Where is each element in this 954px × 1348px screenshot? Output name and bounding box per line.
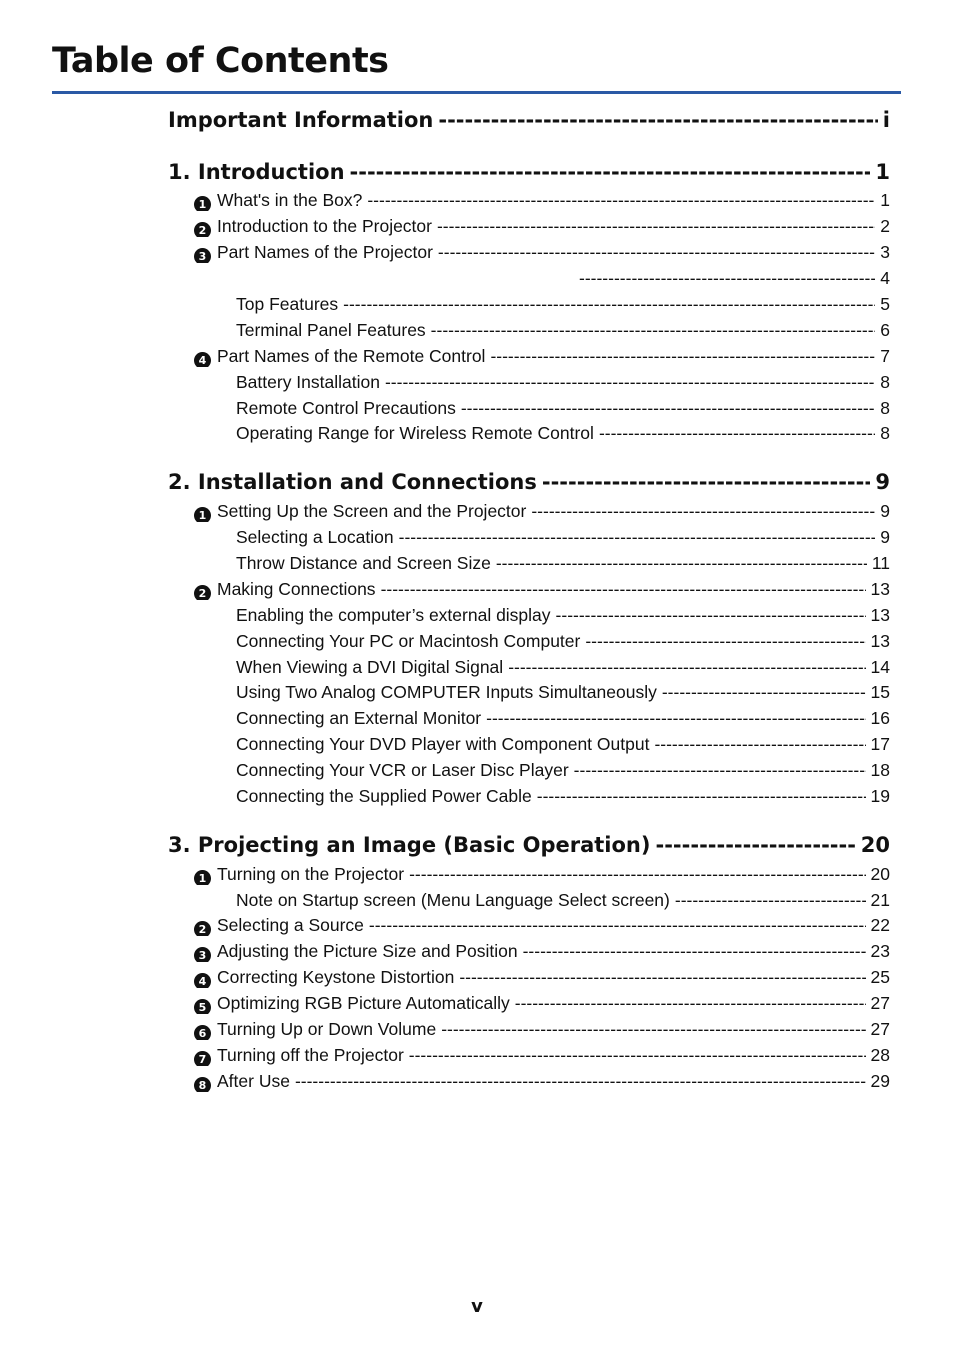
dot-leader (431, 320, 876, 340)
toc-subitem[interactable] (574, 268, 890, 288)
item-number-badge: 3 (194, 248, 211, 263)
dot-leader (367, 190, 875, 210)
toc-entry-label: Important Information (168, 108, 434, 132)
toc-entry-page: 27 (870, 993, 890, 1013)
dot-leader (350, 160, 871, 184)
toc-entry-page: 25 (870, 967, 890, 987)
item-number-badge: 2 (194, 222, 211, 237)
dot-leader (461, 398, 875, 418)
toc-entry-page: 8 (880, 398, 890, 418)
toc-entry-page: 8 (880, 372, 890, 392)
toc-entry-label: Selecting a Location (236, 527, 394, 547)
toc-entry-page: i (882, 108, 890, 132)
toc-section[interactable] (168, 833, 890, 857)
item-number-badge: 4 (194, 973, 211, 988)
toc-subitem[interactable] (236, 760, 890, 780)
toc-subitem[interactable] (236, 734, 890, 754)
toc-entry-page: 29 (870, 1071, 890, 1091)
toc-entry-label: Connecting Your DVD Player with Component Output (236, 734, 650, 754)
toc-entry-label: When Viewing a DVI Digital Signal (236, 657, 504, 677)
toc-entry-label: Introduction to the Projector (217, 216, 432, 236)
toc-entry-page: 22 (870, 915, 890, 935)
toc-section[interactable] (168, 470, 890, 494)
dot-leader (675, 890, 866, 910)
toc-item[interactable] (194, 967, 890, 988)
toc-item[interactable] (194, 190, 890, 211)
toc-entry-label: Optimizing RGB Picture Automatically (217, 993, 510, 1013)
toc-entry-page: 19 (870, 786, 890, 806)
toc-entry-label: Selecting a Source (217, 915, 364, 935)
toc-subitem[interactable] (236, 605, 890, 625)
dot-leader (496, 553, 867, 573)
toc-entry-page: 9 (880, 527, 890, 547)
toc-entry-page: 1 (875, 160, 890, 184)
toc-entry-page: 16 (870, 708, 890, 728)
dot-leader (490, 346, 875, 366)
dot-leader (654, 734, 865, 754)
item-number-badge: 1 (194, 507, 211, 522)
dot-leader (515, 993, 866, 1013)
toc-entry-page: 11 (871, 553, 890, 573)
toc-entry-page: 18 (870, 760, 890, 780)
toc-subitem[interactable] (236, 527, 890, 547)
toc-item[interactable] (194, 216, 890, 237)
dot-leader (537, 786, 866, 806)
item-number-badge: 1 (194, 870, 211, 885)
item-number-badge: 5 (194, 999, 211, 1014)
toc-entry-page: 17 (870, 734, 890, 754)
dot-leader (438, 108, 877, 132)
dot-leader (599, 423, 875, 443)
toc-item[interactable] (194, 346, 890, 367)
toc-entry-label: Adjusting the Picture Size and Position (217, 941, 518, 961)
toc-entry-page: 9 (880, 501, 890, 521)
dot-leader (459, 967, 865, 987)
toc-entry-page: 13 (870, 631, 890, 651)
toc-subitem[interactable] (236, 786, 890, 806)
toc-section[interactable] (168, 160, 890, 184)
toc-item[interactable] (194, 864, 890, 885)
toc-item[interactable] (194, 1045, 890, 1066)
toc-item[interactable] (194, 242, 890, 263)
item-number-badge: 3 (194, 947, 211, 962)
toc-entry-label: 3. Projecting an Image (Basic Operation) (168, 833, 651, 857)
toc-entry-page: 21 (870, 890, 890, 910)
toc-entry-label: Operating Range for Wireless Remote Control (236, 423, 594, 443)
toc-subitem[interactable] (236, 708, 890, 728)
toc-entry-label: Turning Up or Down Volume (217, 1019, 437, 1039)
dot-leader (662, 682, 866, 702)
toc-entry-page: 4 (880, 268, 890, 288)
toc-item[interactable] (194, 501, 890, 522)
dot-leader (574, 760, 866, 780)
dot-leader (579, 268, 875, 288)
toc-entry-label: Turning on the Projector (217, 864, 405, 884)
toc-entry-page: 8 (880, 423, 890, 443)
toc-entry-page: 23 (870, 941, 890, 961)
dot-leader (409, 864, 865, 884)
dot-leader (531, 501, 875, 521)
toc-entry-page: 15 (870, 682, 890, 702)
dot-leader (441, 1019, 865, 1039)
toc-entry-page: 7 (880, 346, 890, 366)
dot-leader (438, 242, 875, 262)
item-number-badge: 4 (194, 352, 211, 367)
toc-entry-label: Connecting the Supplied Power Cable (236, 786, 532, 806)
toc-entry-label: Part Names of the Projector (217, 242, 433, 262)
dot-leader (399, 527, 876, 547)
toc-entry-label: Connecting Your PC or Macintosh Computer (236, 631, 581, 651)
toc-subitem[interactable] (236, 631, 890, 651)
toc-subitem[interactable] (236, 294, 890, 314)
toc-entry-label: Throw Distance and Screen Size (236, 553, 491, 573)
dot-leader (585, 631, 865, 651)
toc-entry-label: Terminal Panel Features (236, 320, 426, 340)
item-number-badge: 1 (194, 196, 211, 211)
dot-leader (542, 470, 871, 494)
toc-entry-label: Correcting Keystone Distortion (217, 967, 455, 987)
toc-entry-page: 14 (870, 657, 890, 677)
dot-leader (385, 372, 875, 392)
toc-entry-label: Note on Startup screen (Menu Language Select screen) (236, 890, 670, 910)
toc-subitem[interactable] (236, 682, 890, 702)
toc-item[interactable] (194, 1071, 890, 1092)
toc-entry-label: Making Connections (217, 579, 376, 599)
toc-entry-label: Remote Control Precautions (236, 398, 456, 418)
item-number-badge: 2 (194, 921, 211, 936)
toc-subitem[interactable] (236, 890, 890, 910)
toc-entry-label: 2. Installation and Connections (168, 470, 537, 494)
toc-entry-label: Battery Installation (236, 372, 380, 392)
toc-subitem[interactable] (236, 423, 890, 443)
toc-subitem[interactable] (236, 372, 890, 392)
page-title: Table of Contents (52, 41, 389, 81)
toc-entry-page: 13 (870, 579, 890, 599)
toc-entry-label: 1. Introduction (168, 160, 345, 184)
toc-entry-page: 9 (875, 470, 890, 494)
dot-leader (655, 833, 855, 857)
toc-entry-page: 1 (880, 190, 890, 210)
toc-entry-page: 28 (870, 1045, 890, 1065)
item-number-badge: 7 (194, 1051, 211, 1066)
dot-leader (381, 579, 866, 599)
dot-leader (523, 941, 866, 961)
toc-entry-page: 13 (870, 605, 890, 625)
toc-entry-label: Using Two Analog COMPUTER Inputs Simultaneously (236, 682, 657, 702)
toc-item[interactable] (194, 915, 890, 936)
toc-section[interactable] (168, 108, 890, 132)
item-number-badge: 8 (194, 1077, 211, 1092)
toc-subitem[interactable] (236, 657, 890, 677)
toc-entry-page: 20 (860, 833, 890, 857)
toc-entry-label: Connecting an External Monitor (236, 708, 482, 728)
toc-entry-page: 5 (880, 294, 890, 314)
item-number-badge: 2 (194, 585, 211, 600)
toc-entry-page: 3 (880, 242, 890, 262)
toc-entry-page: 2 (880, 216, 890, 236)
toc-item[interactable] (194, 1019, 890, 1040)
toc-subitem[interactable] (236, 553, 890, 573)
toc-entry-page: 20 (870, 864, 890, 884)
toc-entry-label: Top Features (236, 294, 339, 314)
toc-entry-label: Setting Up the Screen and the Projector (217, 501, 527, 521)
toc-entry-page: 6 (880, 320, 890, 340)
dot-leader (437, 216, 875, 236)
toc-entry-label: Turning off the Projector (217, 1045, 404, 1065)
toc-item[interactable] (194, 579, 890, 600)
toc-item[interactable] (194, 941, 890, 962)
toc-entry-label: Enabling the computer’s external display (236, 605, 551, 625)
toc-entry-label: Connecting Your VCR or Laser Disc Player (236, 760, 569, 780)
dot-leader (508, 657, 865, 677)
toc-item[interactable] (194, 993, 890, 1014)
toc-subitem[interactable] (236, 398, 890, 418)
toc-entry-label: After Use (217, 1071, 290, 1091)
dot-leader (295, 1071, 866, 1091)
toc-entry-label: Part Names of the Remote Control (217, 346, 486, 366)
toc-entry-page: 27 (870, 1019, 890, 1039)
dot-leader (556, 605, 866, 625)
dot-leader (343, 294, 875, 314)
page-number: v (471, 1296, 483, 1317)
toc-entry-label: What's in the Box? (217, 190, 363, 210)
dot-leader (409, 1045, 866, 1065)
toc-subitem[interactable] (236, 320, 890, 340)
dot-leader (369, 915, 866, 935)
item-number-badge: 6 (194, 1025, 211, 1040)
dot-leader (486, 708, 865, 728)
